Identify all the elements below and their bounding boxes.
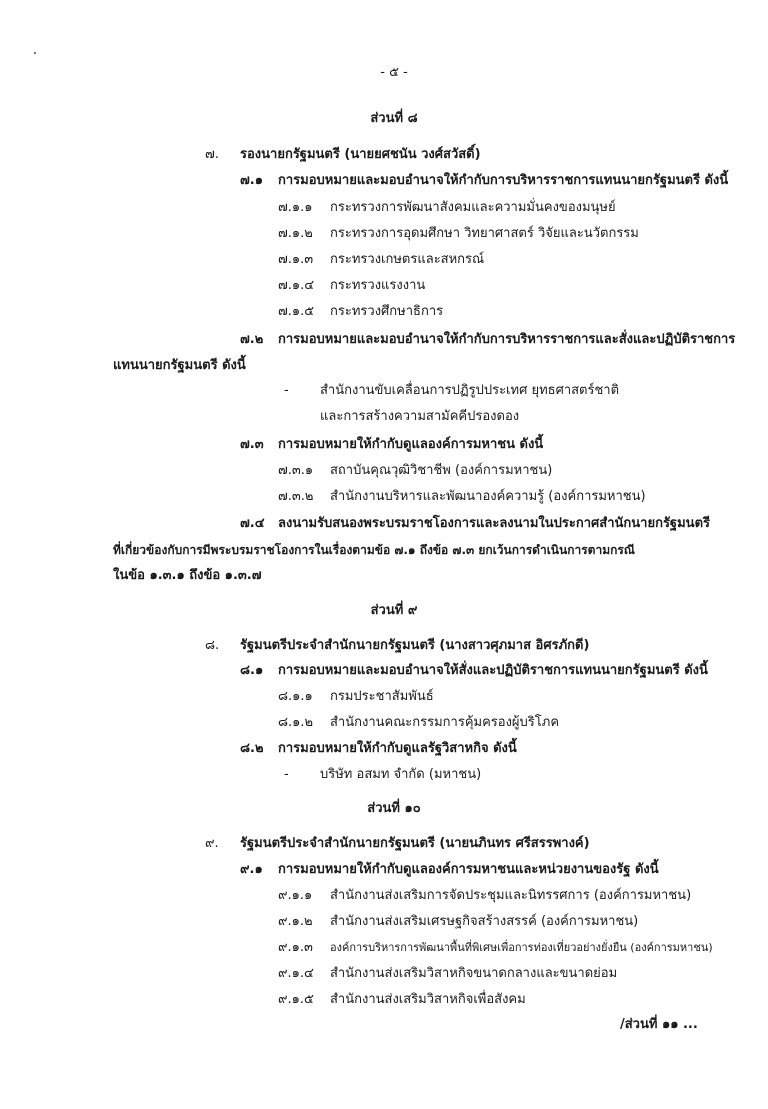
page-number: - ๕ -	[380, 65, 408, 80]
item-7-4-line3: ในข้อ ๑.๓.๑ ถึงข้อ ๑.๓.๗	[113, 568, 262, 583]
item-9-1-1-text: สำนักงานส่งเสริมการจัดประชุมและนิทรรศการ (องค์การมหาชน)	[330, 888, 692, 903]
item-7-1-3-text: กระทรวงเกษตรและสหกรณ์	[330, 252, 485, 267]
item-9-1-number: ๙.๑	[240, 862, 263, 877]
item-8-2-bullet: -	[284, 767, 289, 782]
item-9-1-2-number: ๙.๑.๒	[278, 914, 313, 929]
item-7-1-4-text: กระทรวงแรงงาน	[330, 278, 426, 293]
item-7-3-1-text: สถาบันคุณวุฒิวิชาชีพ (องค์การมหาชน)	[330, 463, 553, 478]
item-7-1-2-number: ๗.๑.๒	[278, 226, 313, 241]
item-8-1-2-number: ๘.๑.๒	[278, 715, 314, 730]
item-9-1-3-number: ๙.๑.๓	[278, 940, 313, 955]
item-7-2-number: ๗.๒	[240, 332, 264, 347]
item-8-1-title: การมอบหมายและมอบอำนาจให้สั่งและปฏิบัติราชการแทนนายกรัฐมนตรี ดังนี้	[278, 663, 708, 678]
item-7-1-4-number: ๗.๑.๔	[278, 278, 315, 293]
item-7-3-2-number: ๗.๓.๒	[278, 489, 314, 504]
section-10-heading: ส่วนที่ ๑๐	[367, 801, 421, 816]
item-7-2-text-line1: สำนักงานขับเคลื่อนการปฏิรูปประเทศ ยุทธศาสตร์ชาติ	[320, 383, 620, 398]
item-8-title: รัฐมนตรีประจำสำนักนายกรัฐมนตรี (นางสาวศุภมาส อิศรภักดี)	[240, 638, 590, 653]
item-9-1-3-text: องค์การบริหารการพัฒนาพื้นที่พิเศษเพื่อการท่องเที่ยวอย่างยั่งยืน (องค์การมหาชน)	[330, 941, 713, 954]
item-7-4-line1: ลงนามรับสนองพระบรมราชโองการและลงนามในประกาศสำนักนายกรัฐมนตรี	[278, 516, 710, 531]
item-9-1-4-text: สำนักงานส่งเสริมวิสาหกิจขนาดกลางและขนาดย่อม	[330, 966, 618, 981]
item-7-1-1-text: กระทรวงการพัฒนาสังคมและความมั่นคงของมนุษย์	[330, 200, 616, 215]
item-9-1-5-text: สำนักงานส่งเสริมวิสาหกิจเพื่อสังคม	[330, 992, 526, 1007]
scan-speck	[34, 52, 36, 54]
item-7-1-3-number: ๗.๑.๓	[278, 252, 314, 267]
item-7-4-line2: ที่เกี่ยวข้องกับการมีพระบรมราชโองการในเรื่องตามข้อ ๗.๑ ถึงข้อ ๗.๓ ยกเว้นการดำเนินการตามกรณี	[113, 543, 635, 557]
item-7-3-title: การมอบหมายให้กำกับดูแลองค์การมหาชน ดังนี้	[278, 437, 544, 452]
item-9-title: รัฐมนตรีประจำสำนักนายกรัฐมนตรี (นายนภินทร ศรีสรรพางค์)	[240, 836, 590, 851]
continuation-note: /ส่วนที่ ๑๑ ...	[620, 1017, 698, 1032]
item-7-2-text-line2: และการสร้างความสามัคคีปรองดอง	[320, 409, 520, 424]
item-7-3-2-text: สำนักงานบริหารและพัฒนาองค์ความรู้ (องค์การมหาชน)	[330, 489, 646, 504]
item-8-2-number: ๘.๒	[240, 741, 264, 756]
item-8-1-1-number: ๘.๑.๑	[278, 689, 313, 704]
item-9-1-2-text: สำนักงานส่งเสริมเศรษฐกิจสร้างสรรค์ (องค์การมหาชน)	[330, 914, 639, 929]
item-7-3-1-number: ๗.๓.๑	[278, 463, 314, 478]
item-7-1-5-number: ๗.๑.๕	[278, 304, 315, 319]
item-7-1-1-number: ๗.๑.๑	[278, 200, 313, 215]
item-7-2-bullet: -	[284, 383, 289, 398]
item-9-1-1-number: ๙.๑.๑	[278, 888, 313, 903]
item-7-1-title: การมอบหมายและมอบอำนาจให้กำกับการบริหารราชการแทนนายกรัฐมนตรี ดังนี้	[278, 173, 729, 188]
item-7-title: รองนายกรัฐมนตรี (นายยศชนัน วงศ์สวัสดิ์)	[240, 147, 481, 162]
item-7-1-5-text: กระทรวงศึกษาธิการ	[330, 304, 444, 319]
section-9-heading: ส่วนที่ ๙	[370, 603, 418, 618]
item-9-number: ๙.	[205, 836, 219, 851]
item-8-2-title: การมอบหมายให้กำกับดูแลรัฐวิสาหกิจ ดังนี้	[278, 741, 517, 756]
item-8-1-number: ๘.๑	[240, 663, 264, 678]
item-9-1-5-number: ๙.๑.๕	[278, 992, 314, 1007]
item-9-1-title: การมอบหมายให้กำกับดูแลองค์การมหาชนและหน่วยงานของรัฐ ดังนี้	[278, 862, 659, 877]
item-9-1-4-number: ๙.๑.๔	[278, 966, 314, 981]
item-8-1-1-text: กรมประชาสัมพันธ์	[330, 689, 434, 704]
item-7-1-number: ๗.๑	[240, 173, 263, 188]
item-7-2-title-line2: แทนนายกรัฐมนตรี ดังนี้	[113, 358, 246, 373]
item-8-2-text: บริษัท อสมท จำกัด (มหาชน)	[320, 767, 482, 782]
section-8-heading: ส่วนที่ ๘	[370, 111, 418, 126]
item-7-2-title-line1: การมอบหมายและมอบอำนาจให้กำกับการบริหารราชการและสั่งและปฏิบัติราชการ	[278, 332, 736, 347]
item-7-3-number: ๗.๓	[240, 437, 264, 452]
item-7-1-2-text: กระทรวงการอุดมศึกษา วิทยาศาสตร์ วิจัยและนวัตกรรม	[330, 226, 639, 241]
item-7-4-number: ๗.๔	[240, 516, 265, 531]
item-8-number: ๘.	[205, 638, 220, 653]
item-8-1-2-text: สำนักงานคณะกรรมการคุ้มครองผู้บริโภค	[330, 715, 560, 730]
item-7-number: ๗.	[205, 147, 219, 162]
